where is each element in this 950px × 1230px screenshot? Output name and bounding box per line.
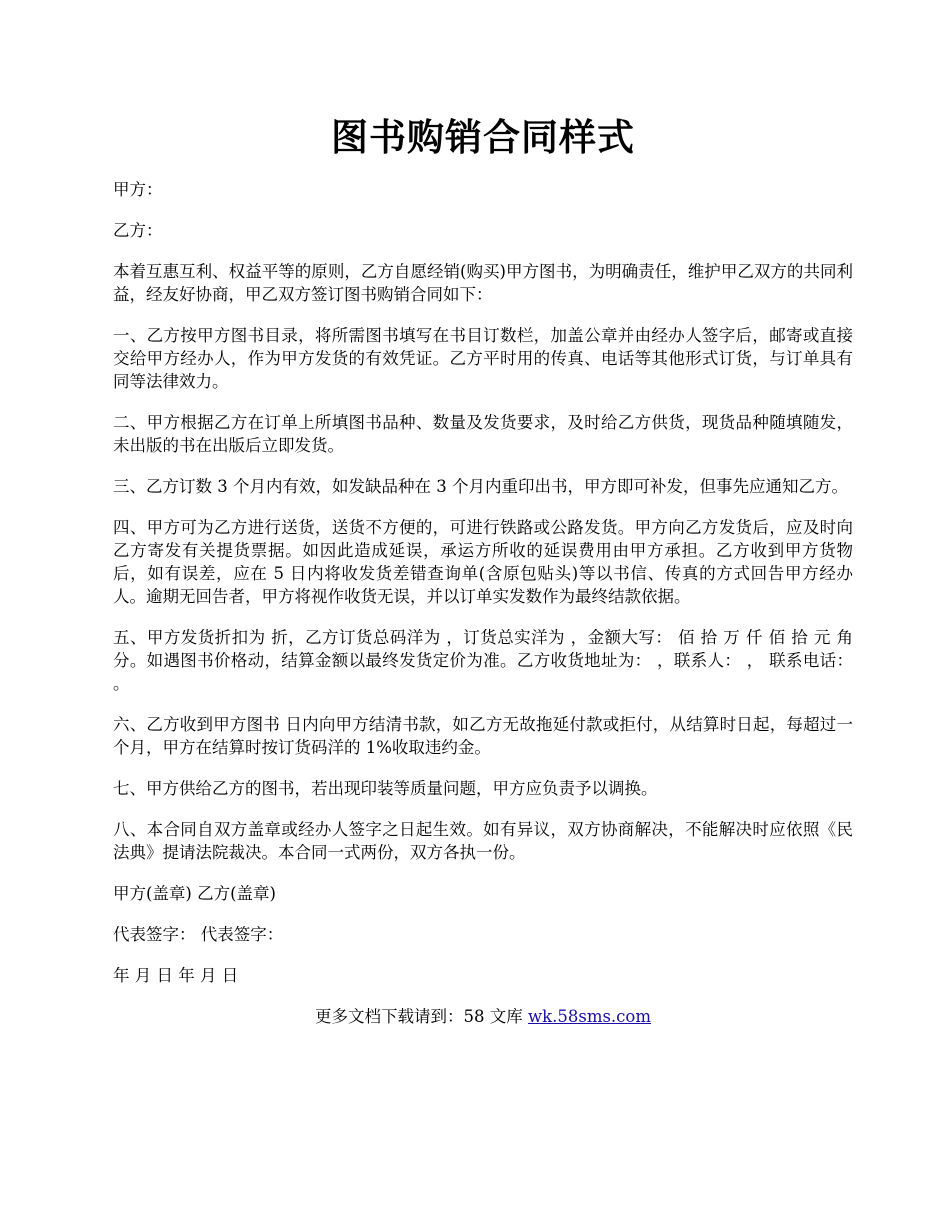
party-b-line: 乙方：	[113, 221, 163, 240]
footer-link[interactable]: wk.58sms.com	[527, 1007, 651, 1026]
date-line: 年 月 日 年 月 日	[113, 966, 239, 985]
clause-4-paragraph: 四、甲方可为乙方进行送货，送货不方便的，可进行铁路或公路发货。甲方向乙方发货后，应及时向乙方寄发有关提货票据。如因此造成延误，承运方所收的延误费用由甲方承担。乙方收到甲方货物后，如有误差，应在 5 日内将收发货差错查询单(含原包贴头)等以书信、传真的方式回告甲方经办人。逾期无回告者，甲方将视作收货无误，并以订单实发数作为最终结款依据。	[113, 518, 853, 606]
footer	[113, 1005, 853, 1028]
seal-line: 甲方(盖章) 乙方(盖章)	[113, 884, 276, 903]
clause-6-paragraph: 六、乙方收到甲方图书 日内向甲方结清书款，如乙方无故拖延付款或拒付，从结算时日起，每超过一个月，甲方在结算时按订货码洋的 1%收取违约金。	[113, 715, 853, 757]
signature-line: 代表签字： 代表签字：	[113, 925, 284, 944]
clause-2-paragraph: 二、甲方根据乙方在订单上所填图书品种、数量及发货要求，及时给乙方供货，现货品种随填随发，未出版的书在出版后立即发货。	[113, 413, 853, 455]
clause-3-paragraph: 三、乙方订数 3 个月内有效，如发缺品种在 3 个月内重印出书，甲方即可补发，但事先应通知乙方。	[113, 477, 848, 496]
clause-8-paragraph: 八、本合同自双方盖章或经办人签字之日起生效。如有异议，双方协商解决，不能解决时应依照《民法典》提请法院裁决。本合同一式两份，双方各执一份。	[113, 820, 853, 862]
page-title: 图书购销合同样式	[331, 115, 635, 159]
clause-1-paragraph: 一、乙方按甲方图书目录，将所需图书填写在书目订数栏，加盖公章并由经办人签字后，邮寄或直接交给甲方经办人，作为甲方发货的有效凭证。乙方平时用的传真、电话等其他形式订货，与订单具有同等法律效力。	[113, 326, 853, 391]
party-a-line: 甲方：	[113, 180, 163, 199]
contract-page	[113, 112, 853, 1028]
clause-5-paragraph: 五、甲方发货折扣为 折，乙方订货总码洋为 ，订货总实洋为 ，金额大写： 佰 拾 万 仟 佰 拾 元 角 分。如遇图书价格动，结算金额以最终发货定价为准。乙方收货地址为： ，联系人： ， 联系电话： 。	[113, 628, 853, 693]
footer-text: 更多文档下载请到：58 文库	[314, 1007, 528, 1026]
preamble-paragraph: 本着互惠互利、权益平等的原则，乙方自愿经销(购买)甲方图书，为明确责任，维护甲乙双方的共同利益，经友好协商，甲乙双方签订图书购销合同如下：	[113, 262, 853, 304]
clause-7-paragraph: 七、甲方供给乙方的图书，若出现印装等质量问题，甲方应负责予以调换。	[113, 779, 658, 798]
